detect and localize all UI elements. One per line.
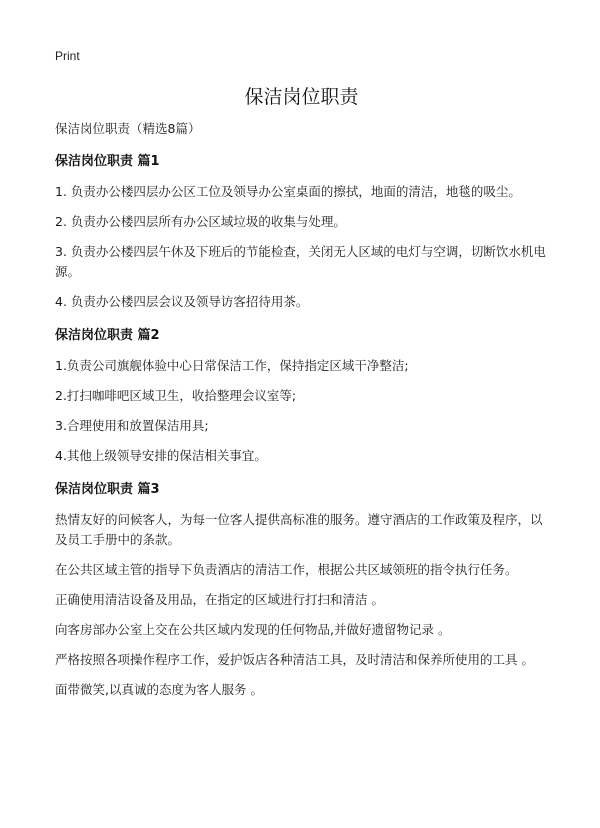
document-subtitle: 保洁岗位职责（精选8篇）	[55, 121, 201, 136]
page-title: 保洁岗位职责	[244, 86, 359, 108]
section-3-item-5: 严格按照各项操作程序工作，爱护饭店各种清洁工具，及时清洁和保养所使用的工具 。	[55, 652, 534, 667]
print-link[interactable]: Print	[55, 49, 80, 63]
section-3-item-2: 在公共区域主管的指导下负责酒店的清洁工作，根据公共区域领班的指令执行任务。	[55, 562, 518, 577]
section-3-item-3: 正确使用清洁设备及用品，在指定的区域进行打扫和清洁 。	[55, 592, 384, 607]
section-heading-1: 保洁岗位职责 篇1	[55, 154, 160, 169]
section-1-item-4: 4. 负责办公楼四层会议及领导访客招待用茶。	[55, 294, 309, 309]
section-2-item-3: 3.合理使用和放置保洁用具;	[55, 418, 209, 433]
section-1-item-1: 1. 负责办公楼四层办公区工位及领导办公室桌面的擦拭，地面的清洁，地毯的吸尘。	[55, 184, 521, 199]
section-heading-2: 保洁岗位职责 篇2	[55, 328, 160, 343]
section-2-item-2: 2.打扫咖啡吧区域卫生，收拾整理会议室等;	[55, 388, 297, 403]
section-3-item-4: 向客房部办公室上交在公共区域内发现的任何物品,并做好遗留物记录 。	[55, 622, 451, 637]
section-1-item-3: 3. 负责办公楼四层午休及下班后的节能检查，关闭无人区域的电灯与空调，切断饮水机电源。	[55, 244, 546, 279]
section-2-item-4: 4.其他上级领导安排的保洁相关事宜。	[55, 448, 267, 463]
section-2-item-1: 1.负责公司旗舰体验中心日常保洁工作，保持指定区域干净整洁;	[55, 358, 409, 373]
section-3-item-6: 面带微笑,以真诚的态度为客人服务 。	[55, 682, 263, 697]
section-heading-3: 保洁岗位职责 篇3	[55, 482, 160, 497]
section-3-item-1: 热情友好的问候客人，为每一位客人提供高标准的服务。遵守酒店的工作政策及程序，以及员工手册中的条款。	[55, 512, 543, 547]
section-1-item-2: 2. 负责办公楼四层所有办公区域垃圾的收集与处理。	[55, 214, 346, 229]
